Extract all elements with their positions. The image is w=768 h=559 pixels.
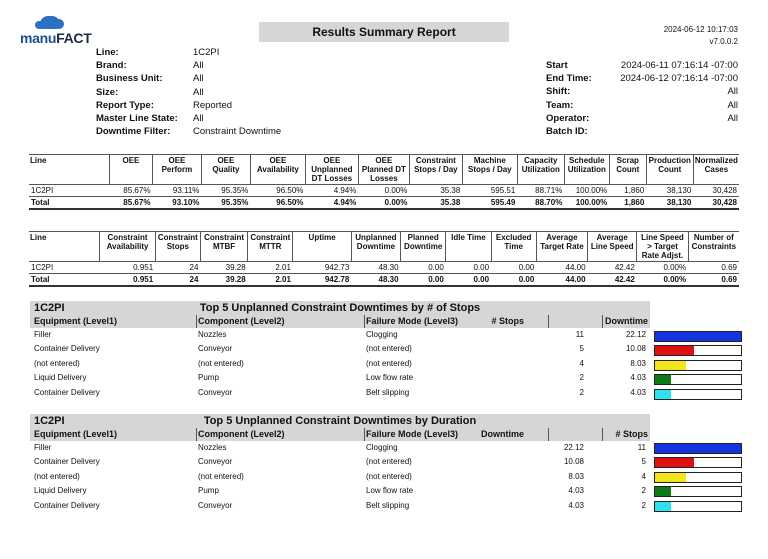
stops-cell: 11 [575,330,584,339]
column-header: Machine Stops / Day [462,155,517,185]
logo-wordmark: manuFACT [20,30,92,46]
table-row [30,386,650,400]
downtime-bar [654,389,742,400]
header-left-value: All [193,73,204,85]
table-cell: 942.78 [293,274,351,287]
downtime-cell: 8.03 [568,471,584,481]
table-cell: 96.50% [250,197,305,210]
table-cell: 24 [155,274,200,287]
table-cell: 42.42 [614,263,635,272]
downtime-bar [654,360,742,371]
table-cell: 48.30 [378,263,399,272]
header-left-value: Constraint Downtime [193,126,282,138]
table-cell: 0.00 [491,274,536,287]
header-left-values [193,46,281,138]
table-cell: 38,130 [646,197,693,210]
header-left-label: Downtime Filter: [96,126,171,138]
column-header: OEE [109,155,152,185]
equipment-cell: Liquid Delivery [34,373,87,383]
column-header: Scrap Count [609,155,646,185]
table-cell: 4.94% [333,186,357,195]
header-left-label: Report Type: [96,99,154,111]
header-right-label: Team: [546,99,574,111]
table-cell: 95.35% [201,197,250,210]
column-header: OEE Availability [250,155,305,185]
column-header: Planned Downtime [401,232,446,262]
failure-mode-cell: (not entered) [366,358,412,368]
downtime-bar [654,457,742,468]
downtime-bar-fill [655,390,671,399]
constraint-summary-table [29,231,739,287]
downtime-bar-fill [655,458,694,467]
header-right-value: 2024-06-12 07:16:14 -07:00 [620,73,738,85]
header-right-value: All [727,99,738,111]
header-right-labels [546,59,592,138]
table-cell: 0.951 [100,274,155,287]
column-header: Average Target Rate [536,232,587,262]
stops-cell: 5 [579,344,584,354]
failure-mode-cell: (not entered) [366,471,412,481]
table-cell: 88.70% [517,197,564,210]
component-cell: Pump [198,486,219,496]
downtime-cell: 22.12 [625,330,646,339]
section-line-label: 1C2PI [34,415,65,427]
column-header: Constraint Availability [100,232,155,262]
downtime-cell: 8.03 [630,358,646,368]
equipment-cell: Liquid Delivery [34,486,87,496]
component-cell: (not entered) [198,358,244,368]
table-cell: 42.42 [588,274,637,287]
table-cell: 85.67% [123,186,151,195]
column-header: Downtime [480,429,524,439]
downtime-cell: 4.03 [630,373,646,383]
failure-mode-cell: (not entered) [366,457,412,467]
cloud-icon [40,16,60,29]
column-header: OEE Planned DT Losses [358,155,409,185]
column-header: Component (Level2) [198,316,285,326]
component-cell: Nozzles [198,330,227,339]
table-cell: Total [29,274,100,287]
column-header: Average Line Speed [588,232,637,262]
header-left-label: Brand: [96,60,127,72]
downtime-cell: 4.03 [630,387,646,397]
header-left-value: All [193,112,204,124]
section-title: Top 5 Unplanned Constraint Downtimes by # of Stops [199,302,481,314]
equipment-cell: Container Delivery [34,500,100,510]
table-cell: 0.00% [637,274,688,287]
table-cell: 35.38 [409,197,462,210]
table-cell: 44.00 [536,274,587,287]
table-cell: 1,860 [609,197,646,210]
header-right-label: Batch ID: [546,125,588,137]
equipment-cell: Container Delivery [34,344,100,354]
table-cell: 0.00% [384,186,408,195]
header-right-values [620,59,738,138]
header-right-label: Operator: [546,112,590,124]
table-cell: 2.01 [248,274,293,287]
downtime-cell: 10.08 [563,457,584,467]
equipment-cell: Filler [34,330,52,339]
component-cell: Conveyor [198,387,233,397]
table-row [30,484,650,498]
table-row [30,499,650,513]
stops-cell: 5 [641,457,646,467]
header-left-value: 1C2PI [193,47,220,58]
column-header: Idle Time [446,232,491,262]
downtime-bar [654,443,742,454]
table-cell: 1C2PI [31,186,54,195]
column-header: OEE Quality [201,155,250,185]
table-row [30,328,650,342]
section-title: Top 5 Unplanned Constraint Downtimes by Duration [203,415,477,427]
downtime-bar-fill [655,473,686,482]
component-cell: Nozzles [198,443,227,452]
downtime-bar-fill [655,487,671,496]
stops-cell: 2 [579,387,584,397]
table-cell: 0.69 [688,274,739,287]
column-header: Downtime [604,316,648,326]
table-cell: 95.35% [221,186,249,195]
table-cell: 85.67% [109,197,152,210]
table-cell: 30,428 [693,197,739,210]
equipment-cell: Container Delivery [34,457,100,467]
downtime-cell: 4.03 [568,500,584,510]
downtime-bar-fill [655,375,671,384]
stops-cell: 4 [641,471,646,481]
column-header: Constraint MTBF [200,232,247,262]
table-cell: 44.00 [565,263,586,272]
column-header: Constraint Stops [155,232,200,262]
column-header: Component (Level2) [198,429,285,439]
header-left-labels [96,46,178,138]
table-cell: 38,130 [666,186,692,195]
failure-mode-cell: Low flow rate [366,373,414,383]
header-left-label: Size: [96,86,119,98]
table-cell: 0.69 [721,263,737,272]
header-left-label: Line: [96,47,119,58]
header-left-label: Business Unit: [96,73,163,85]
table-cell: 595.51 [490,186,516,195]
table-cell: 1C2PI [31,263,54,272]
header-right-label: End Time: [546,73,592,85]
header-left-value: All [193,86,204,98]
section-title-bar [30,301,650,315]
equipment-cell: (not entered) [34,471,80,481]
failure-mode-cell: Belt slipping [366,387,410,397]
downtime-bar-fill [655,444,741,453]
component-cell: (not entered) [198,471,244,481]
header-left-value: Reported [193,99,233,111]
table-cell: 24 [189,263,199,272]
table-cell: 30,428 [712,186,737,195]
downtime-bar [654,486,742,497]
stops-cell: 2 [641,500,646,510]
table-cell: 2.01 [275,263,291,272]
top5-by-duration-section [30,414,650,513]
table-cell: 93.11% [172,186,200,195]
table-row [30,371,650,385]
table-cell: 0.00 [428,263,444,272]
top5-by-stops-section [30,301,650,400]
table-cell: 1,860 [624,186,645,195]
downtime-bar-fill [655,346,694,355]
table-cell: 96.50% [276,186,304,195]
table-cell: 100.00% [564,197,609,210]
stops-cell: 2 [641,486,646,496]
table-row [30,357,650,371]
header-right-value [620,125,738,138]
table-cell: 93.10% [152,197,201,210]
table-row [29,185,739,197]
column-header: Production Count [646,155,693,185]
column-header: Excluded Time [491,232,536,262]
table-row [30,470,650,484]
column-header: OEE Unplanned DT Losses [305,155,358,185]
stops-cell: 4 [579,358,584,368]
column-header-row [30,315,650,328]
downtime-bar-fill [655,502,671,511]
column-header: Constraint Stops / Day [409,155,462,185]
column-header: Equipment (Level1) [34,429,118,439]
table-cell: 48.30 [351,274,400,287]
failure-mode-cell: (not entered) [366,344,412,354]
table-cell: 88.71% [535,186,563,195]
table-cell: 0.00 [401,274,446,287]
total-row [29,197,739,210]
total-row [29,274,739,287]
failure-mode-cell: Clogging [366,330,398,339]
header-right-label: Start [546,60,568,71]
equipment-cell: (not entered) [34,358,80,368]
table-cell: 39.28 [200,274,247,287]
column-header-row [30,428,650,441]
table-row [30,441,650,455]
table-cell: 35.38 [440,186,461,195]
table-cell: 0.951 [133,263,154,272]
section-title-bar [30,414,650,428]
column-header: Line [29,232,100,262]
manufact-logo [20,16,90,46]
column-header: Schedule Utilization [564,155,609,185]
section-line-label: 1C2PI [34,302,65,314]
stops-cell: 11 [637,443,646,452]
column-header: Capacity Utilization [517,155,564,185]
table-cell: 942.73 [324,263,350,272]
downtime-bar-fill [655,361,686,370]
failure-mode-cell: Belt slipping [366,500,410,510]
downtime-bar [654,331,742,342]
header-right-label: Shift: [546,86,571,98]
header-right-value: 2024-06-11 07:16:14 -07:00 [620,60,738,71]
component-cell: Pump [198,373,219,383]
table-cell: 0.00% [358,197,409,210]
component-cell: Conveyor [198,344,233,354]
table-cell: 0.00 [446,274,491,287]
table-cell: 4.94% [305,197,358,210]
column-header: Failure Mode (Level3) [366,316,459,326]
header-right-value: All [727,112,738,124]
table-cell: 0.00 [473,263,490,272]
report-title: Results Summary Report [259,22,509,42]
header-right-value: All [727,86,738,98]
column-header: Normalized Cases [693,155,739,185]
column-header: # Stops [615,429,648,439]
downtime-bar-fill [655,332,741,341]
column-header: Number of Constraints [688,232,739,262]
failure-mode-cell: Low flow rate [366,486,414,496]
downtime-cell: 4.03 [568,486,584,496]
component-cell: Conveyor [198,500,233,510]
equipment-cell: Container Delivery [34,387,100,397]
downtime-bar [654,374,742,385]
downtime-cell: 10.08 [625,344,646,354]
column-header: Constraint MTTR [248,232,293,262]
table-cell: 0.00 [518,263,535,272]
table-cell: 39.28 [225,263,246,272]
column-header: Uptime [293,232,351,262]
column-header: Equipment (Level1) [34,316,118,326]
equipment-cell: Filler [34,443,52,452]
report-version: v7.0.0.2 [709,37,738,46]
column-header: Unplanned Downtime [351,232,400,262]
table-cell: 100.00% [575,186,608,195]
column-header: Failure Mode (Level3) [366,429,459,439]
downtime-bar [654,472,742,483]
table-cell: 0.00% [663,263,687,272]
column-header: OEE Perform [152,155,201,185]
downtime-cell: 22.12 [563,443,584,452]
report-timestamp: 2024-06-12 10:17:03 v7.0.0.2 [663,25,738,46]
component-cell: Conveyor [198,457,233,467]
failure-mode-cell: Clogging [366,443,398,452]
column-header: # Stops [491,316,524,326]
header-left-label: Master Line State: [96,112,178,124]
downtime-bar [654,501,742,512]
column-header: Line Speed > Target Rate Adjst. [637,232,688,262]
stops-cell: 2 [579,373,584,383]
header-left-value: All [193,60,204,72]
table-cell: 595.49 [462,197,517,210]
oee-summary-table [29,154,739,210]
table-row [30,455,650,469]
downtime-bar [654,345,742,356]
table-cell: Total [29,197,109,210]
table-row [30,342,650,356]
table-row [29,262,739,274]
column-header: Line [29,155,109,185]
